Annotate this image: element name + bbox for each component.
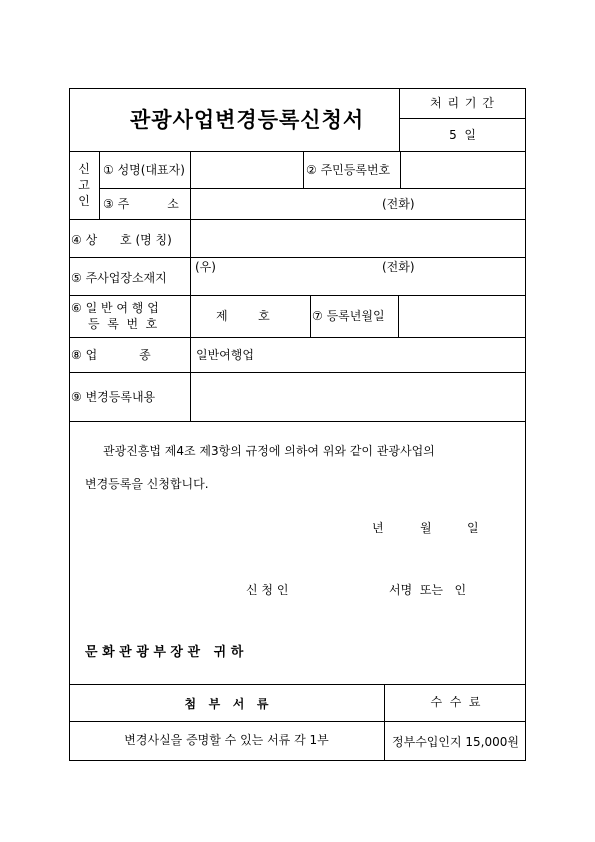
- address-label: ③ 주 소: [103, 197, 179, 211]
- processing-period-label: 처 리 기 간: [430, 96, 495, 110]
- trade-name-field[interactable]: [192, 221, 524, 255]
- date-day-label: 일: [467, 521, 479, 535]
- form-title: 관광사업변경등록신청서: [130, 108, 365, 132]
- addressee: 문 화 관 광 부 장 관 귀 하: [85, 645, 244, 660]
- postal-code-label: (우): [195, 260, 216, 274]
- agency-registration-label-line1: ⑥ 일 반 여 행 업: [71, 301, 159, 315]
- address-phone-label: (전화): [382, 197, 415, 211]
- agency-registration-label-line2: 등 록 번 호: [88, 317, 158, 331]
- name-field[interactable]: [192, 153, 301, 186]
- business-type-label: ⑧ 업 종: [71, 348, 151, 362]
- trade-name-label: ④ 상 호 (명 칭): [71, 233, 172, 247]
- change-details-label: ⑨ 변경등록내용: [71, 390, 156, 404]
- main-office-label: ⑤ 주사업장소재지: [71, 271, 167, 285]
- name-label: ① 성명(대표자): [103, 163, 185, 177]
- date-month-label: 월: [420, 521, 432, 535]
- date-year-label: 년: [372, 521, 384, 535]
- resident-number-field[interactable]: [402, 153, 523, 186]
- processing-period-value: 5 일: [449, 128, 476, 142]
- agency-registration-field[interactable]: 제 호: [216, 309, 270, 323]
- resident-number-label: ② 주민등록번호: [306, 163, 391, 177]
- registration-date-label: ⑦ 등록년월일: [312, 309, 385, 323]
- applicant-signature-label: 신 청 인: [246, 583, 289, 597]
- address-field[interactable]: [192, 190, 524, 217]
- declaration-line1: 관광진흥법 제4조 제3항의 규정에 의하여 위와 같이 관광사업의: [103, 444, 435, 458]
- registration-date-field[interactable]: [400, 297, 524, 335]
- change-details-field[interactable]: [192, 374, 524, 419]
- fee-header: 수 수 료: [430, 695, 481, 709]
- attachments-header: 첨 부 서 류: [184, 697, 269, 711]
- fee-content: 정부수입인지 15,000원: [392, 735, 519, 749]
- main-office-phone-label: (전화): [382, 260, 415, 274]
- signature-or-seal-label: 서명 또는 인: [389, 583, 467, 597]
- attachments-content: 변경사실을 증명할 수 있는 서류 각 1부: [124, 733, 329, 747]
- business-type-value: 일반여행업: [196, 348, 254, 362]
- declaration-line2: 변경등록을 신청합니다.: [85, 477, 209, 491]
- applicant-section-label: 신고인: [78, 162, 90, 208]
- main-office-field[interactable]: [192, 259, 524, 293]
